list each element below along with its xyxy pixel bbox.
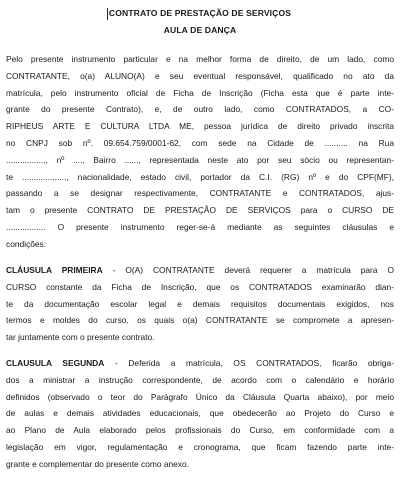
preamble-line: CONTRATANTE, o(a) ALUNO(A) e seu eventual responsável, qualificado no ato da — [6, 70, 394, 81]
clause-second-line — [6, 355, 394, 372]
preamble-line: tam o presente CONTRATO DE PRESTAÇÃO DE SERVIÇOS para o CURSO DE — [6, 205, 394, 216]
preamble-line: te ..................., nacionalidade, estado civil, portador da C.I. (RG) nº e do CPF(MF), — [6, 171, 394, 182]
clause-second-lead: - Deferida a matrícula, OS CONTRATADOS, ficarão obriga- — [104, 358, 394, 368]
clause-second-line: dos a ministrar a instrução correspondente, de acordo com o calendário e horário — [6, 374, 394, 385]
clause-first-line: tar juntamente com o presente contrato. — [6, 332, 155, 343]
page-bottom-edge — [0, 494, 400, 500]
preamble-line: condições: — [6, 238, 47, 249]
clause-first-line: CURSO constante da Ficha de Inscrição, que os CONTRATADOS examinarão dian- — [6, 281, 394, 292]
preamble-line: ................. O presente instrumento reger-se-á mediante as seguintes cláusulas e — [6, 221, 394, 232]
clause-first-heading: CLÁUSULA PRIMEIRA — [6, 265, 103, 275]
clause-second-line: grante e complementar do presente como anexo. — [6, 458, 189, 469]
clause-first-line: termos e moldes do curso, os quais o(a) CONTRATANTE se compromete a apresen- — [6, 315, 394, 326]
clause-first-paragraph — [6, 262, 394, 346]
clause-second-line: legislação em vigor, regulamentação e cronograma, que ficam fazendo parte inte- — [6, 441, 394, 452]
document-title: CONTRATO DE PRESTAÇÃO DE SERVIÇOS — [108, 8, 292, 18]
clause-second-line: definidos (observado o teor do Parágrafo Único da Cláusula Quarta abaixo), por meio — [6, 391, 394, 402]
preamble-line: matrícula, pelo instrumento oficial de Ficha de Inscrição (Ficha esta que é parte inte- — [6, 87, 394, 98]
clause-first-lead: - O(A) CONTRATANTE deverá requerer a matrícula para O — [102, 265, 394, 275]
document-subtitle: AULA DE DANÇA — [163, 25, 237, 35]
preamble-line: no CNPJ sob nº. 09.654.759/0001-62, com sede na Cidade de .......... na Rua — [6, 137, 394, 148]
clause-second-line: ao Plano de Aula elaborado pelos profissionais do Curso, em conformidade com a — [6, 425, 394, 436]
preamble-paragraph — [6, 51, 394, 253]
clause-second-line: de aulas e demais atividades educacionais, que obedecerão ao Projeto do Curso e — [6, 408, 394, 419]
clause-first-line — [6, 262, 394, 279]
preamble-line: grante do presente Contrato), e, de outro lado, como CONTRATADOS, a CO- — [6, 104, 394, 115]
clause-second-paragraph — [6, 355, 394, 473]
preamble-line: passando a se designar respectivamente, CONTRATANTE e CONTRATADOS, ajus- — [6, 188, 394, 199]
preamble-line: RIPHEUS ARTE E CULTURA LTDA ME, pessoa jurídica de direito privado inscrita — [6, 121, 394, 132]
clause-second-heading: CLAUSULA SEGUNDA — [6, 358, 105, 368]
clause-first-line: te da documentação escolar legal e demais requisitos documentais exigidos, nos — [6, 298, 394, 309]
preamble-line: ................., nº ...., Bairro ......, representada neste ato por seu sócio ou representan- — [6, 154, 394, 165]
preamble-line: Pelo presente instrumento particular e na melhor forma de direito, de um lado, como — [6, 54, 394, 64]
